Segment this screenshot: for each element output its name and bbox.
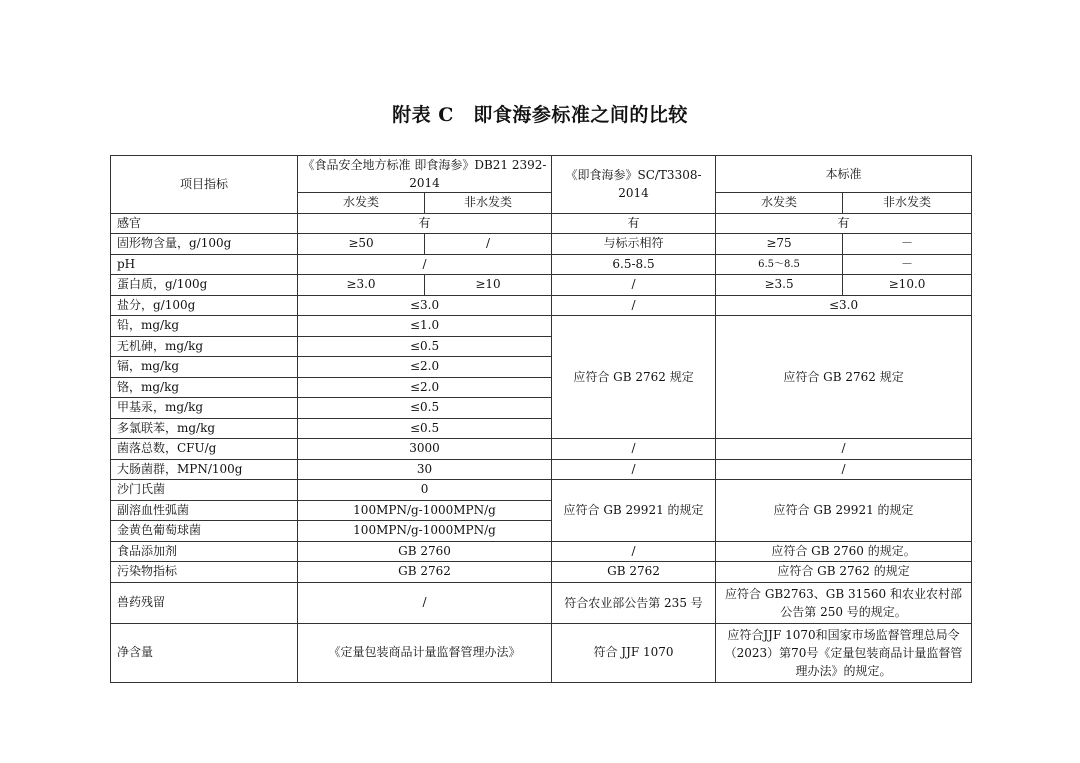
cell-sc: 符合农业部公告第 235 号: [552, 582, 716, 623]
row-label: 金黄色葡萄球菌: [111, 521, 298, 542]
table-row: [111, 582, 972, 623]
row-label: 兽药残留: [111, 582, 298, 623]
table-row: [111, 459, 972, 480]
table-row: [111, 562, 972, 583]
cell-sc-metals: 应符合 GB 2762 规定: [552, 316, 716, 439]
table-row: [111, 623, 972, 682]
header-this: 本标准: [716, 156, 972, 193]
table-row: [111, 439, 972, 460]
table-row: [111, 275, 972, 296]
cell-this: 应符合 GB2763、GB 31560 和农业农村部公告第 250 号的规定。: [716, 582, 972, 623]
cell-db21-nonwater: /: [425, 234, 552, 255]
cell-this-water: ≥3.5: [716, 275, 843, 296]
table-row: [111, 316, 972, 337]
cell-sc: 与标示相符: [552, 234, 716, 255]
table-row: [111, 254, 972, 275]
row-label: 菌落总数，CFU/g: [111, 439, 298, 460]
subheader-this-water: 水发类: [716, 193, 843, 214]
cell-db21: ≤3.0: [298, 295, 552, 316]
table-row: [111, 234, 972, 255]
row-label: 蛋白质，g/100g: [111, 275, 298, 296]
cell-db21: 有: [298, 213, 552, 234]
cell-this-nonwater: ≥10.0: [843, 275, 972, 296]
table-row: [111, 295, 972, 316]
cell-this: 应符合 GB 2762 的规定: [716, 562, 972, 583]
cell-db21: ≤0.5: [298, 418, 552, 439]
cell-db21: /: [298, 582, 552, 623]
cell-sc: 符合 JJF 1070: [552, 623, 716, 682]
cell-db21: 0: [298, 480, 552, 501]
cell-db21: GB 2762: [298, 562, 552, 583]
header-item: 项目指标: [111, 156, 298, 214]
cell-sc-pathogens: 应符合 GB 29921 的规定: [552, 480, 716, 542]
cell-this: 有: [716, 213, 972, 234]
cell-this: ≤3.0: [716, 295, 972, 316]
row-label: 净含量: [111, 623, 298, 682]
table-row: [111, 213, 972, 234]
cell-this-nonwater: －: [843, 254, 972, 275]
cell-db21-water: ≥50: [298, 234, 425, 255]
header-sc: 《即食海参》SC/T3308-2014: [552, 156, 716, 214]
row-label: 无机砷，mg/kg: [111, 336, 298, 357]
cell-sc: /: [552, 295, 716, 316]
cell-this-nonwater: －: [843, 234, 972, 255]
page-title: 附表 C 即食海参标准之间的比较: [392, 104, 688, 126]
cell-db21-nonwater: ≥10: [425, 275, 552, 296]
row-label: 甲基汞，mg/kg: [111, 398, 298, 419]
subheader-this-nonwater: 非水发类: [843, 193, 972, 214]
subheader-db21-nonwater: 非水发类: [425, 193, 552, 214]
cell-sc: 6.5-8.5: [552, 254, 716, 275]
cell-sc: GB 2762: [552, 562, 716, 583]
cell-sc: /: [552, 439, 716, 460]
cell-this-pathogens: 应符合 GB 29921 的规定: [716, 480, 972, 542]
row-label: 铅，mg/kg: [111, 316, 298, 337]
cell-db21: 100MPN/g-1000MPN/g: [298, 521, 552, 542]
cell-sc: /: [552, 541, 716, 562]
cell-db21: /: [298, 254, 552, 275]
row-label: 食品添加剂: [111, 541, 298, 562]
row-label: 沙门氏菌: [111, 480, 298, 501]
cell-db21: ≤2.0: [298, 357, 552, 378]
cell-db21: ≤0.5: [298, 336, 552, 357]
row-label: 盐分，g/100g: [111, 295, 298, 316]
row-label: 铬，mg/kg: [111, 377, 298, 398]
header-row: [111, 156, 972, 193]
cell-db21: 《定量包装商品计量监督管理办法》: [298, 623, 552, 682]
cell-sc: /: [552, 459, 716, 480]
cell-this: /: [716, 459, 972, 480]
cell-this: /: [716, 439, 972, 460]
cell-db21-water: ≥3.0: [298, 275, 425, 296]
row-label: pH: [111, 254, 298, 275]
cell-db21: ≤2.0: [298, 377, 552, 398]
comparison-table: [110, 155, 972, 683]
cell-this-water: 6.5～8.5: [716, 254, 843, 275]
cell-sc: /: [552, 275, 716, 296]
cell-this-water: ≥75: [716, 234, 843, 255]
cell-db21: 100MPN/g-1000MPN/g: [298, 500, 552, 521]
cell-this: 应符合 GB 2760 的规定。: [716, 541, 972, 562]
cell-db21: GB 2760: [298, 541, 552, 562]
table-row: [111, 541, 972, 562]
row-label: 污染物指标: [111, 562, 298, 583]
header-db21: 《食品安全地方标准 即食海参》DB21 2392-2014: [298, 156, 552, 193]
row-label: 镉，mg/kg: [111, 357, 298, 378]
cell-db21: 30: [298, 459, 552, 480]
cell-db21: ≤1.0: [298, 316, 552, 337]
row-label: 固形物含量，g/100g: [111, 234, 298, 255]
cell-sc: 有: [552, 213, 716, 234]
subheader-db21-water: 水发类: [298, 193, 425, 214]
cell-db21: ≤0.5: [298, 398, 552, 419]
table-row: [111, 480, 972, 501]
row-label: 多氯联苯，mg/kg: [111, 418, 298, 439]
cell-this-metals: 应符合 GB 2762 规定: [716, 316, 972, 439]
cell-db21: 3000: [298, 439, 552, 460]
cell-this: 应符合JJF 1070和国家市场监督管理总局令（2023）第70号《定量包装商品计量监督管理办法》的规定。: [716, 623, 972, 682]
row-label: 副溶血性弧菌: [111, 500, 298, 521]
row-label: 感官: [111, 213, 298, 234]
row-label: 大肠菌群，MPN/100g: [111, 459, 298, 480]
